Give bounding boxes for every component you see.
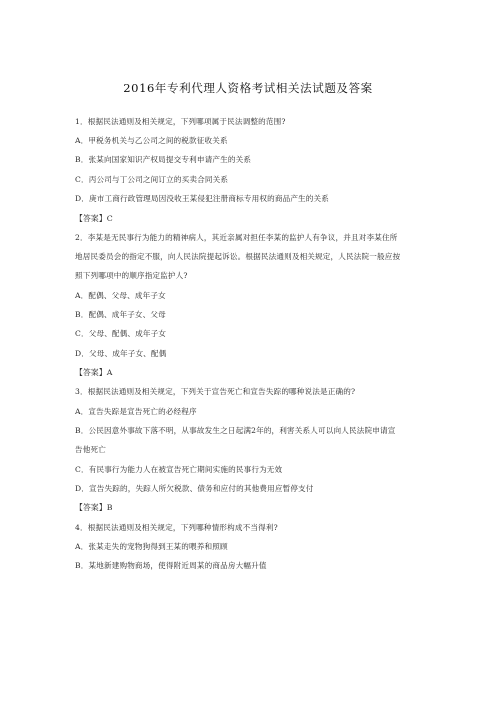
question-2-stem-line-3: 照下列哪项中的顺序指定监护人? xyxy=(75,271,188,280)
question-3-option-d: D．宣告失踪的，失踪人所欠税款、债务和应付的其他费用应暂停支付 xyxy=(75,484,314,493)
question-1-option-a: A．甲税务机关与乙公司之间的税款征收关系 xyxy=(75,136,228,145)
question-1-option-d: D．庚市工商行政管理局因没收王某侵犯注册商标专用权的商品产生的关系 xyxy=(75,194,330,203)
question-2-answer: 【答案】A xyxy=(75,368,113,377)
question-1-option-c: C．丙公司与丁公司之间订立的买卖合同关系 xyxy=(75,175,229,184)
question-3-option-c: C．有民事行为能力人在被宣告死亡期间实施的民事行为无效 xyxy=(75,465,283,474)
question-2-option-b: B．配偶、成年子女、父母 xyxy=(75,310,166,319)
page-title: 2016年专利代理人资格考试相关法试题及答案 xyxy=(123,81,373,95)
question-2-option-c: C．父母、配偶、成年子女 xyxy=(75,329,167,338)
question-4-stem: 4．根据民法通则及相关规定，下列哪种情形构成不当得利? xyxy=(75,523,278,532)
question-3-option-a: A．宣告失踪是宣告死亡的必经程序 xyxy=(75,407,197,416)
question-2-option-d: D．父母、成年子女、配偶 xyxy=(75,349,167,358)
question-4-option-a: A．张某走失的宠物狗得到王某的喂养和照顾 xyxy=(75,542,228,551)
question-1-option-b: B．张某向国家知识产权局提交专利申请产生的关系 xyxy=(75,155,252,164)
question-2-stem-line-1: 2．李某是无民事行为能力的精神病人，其近亲属对担任李某的监护人有争议，并且对李某住所 xyxy=(75,233,398,242)
question-3-option-b-cont: 告他死亡 xyxy=(75,445,106,454)
question-1-stem: 1．根据民法通则及相关规定，下列哪项属于民法调整的范围? xyxy=(75,117,286,126)
question-3-stem: 3．根据民法通则及相关规定，下列关于宣告死亡和宣告失踪的哪种说法是正确的? xyxy=(75,387,356,396)
question-1-answer: 【答案】C xyxy=(75,214,113,223)
question-4-option-b: B．某地新建购物商场，使得附近周某的商品房大幅升值 xyxy=(75,561,267,570)
question-2-stem-line-2: 地居民委员会的指定不服，向人民法院提起诉讼。根据民法通则及相关规定，人民法院一般应按 xyxy=(75,252,401,261)
question-3-option-b: B．公民因意外事故下落不明，从事故发生之日起满2年的，利害关系人可以向人民法院申请宣 xyxy=(75,426,396,435)
question-2-option-a: A．配偶、父母、成年子女 xyxy=(75,291,166,300)
question-3-answer: 【答案】B xyxy=(75,503,113,512)
